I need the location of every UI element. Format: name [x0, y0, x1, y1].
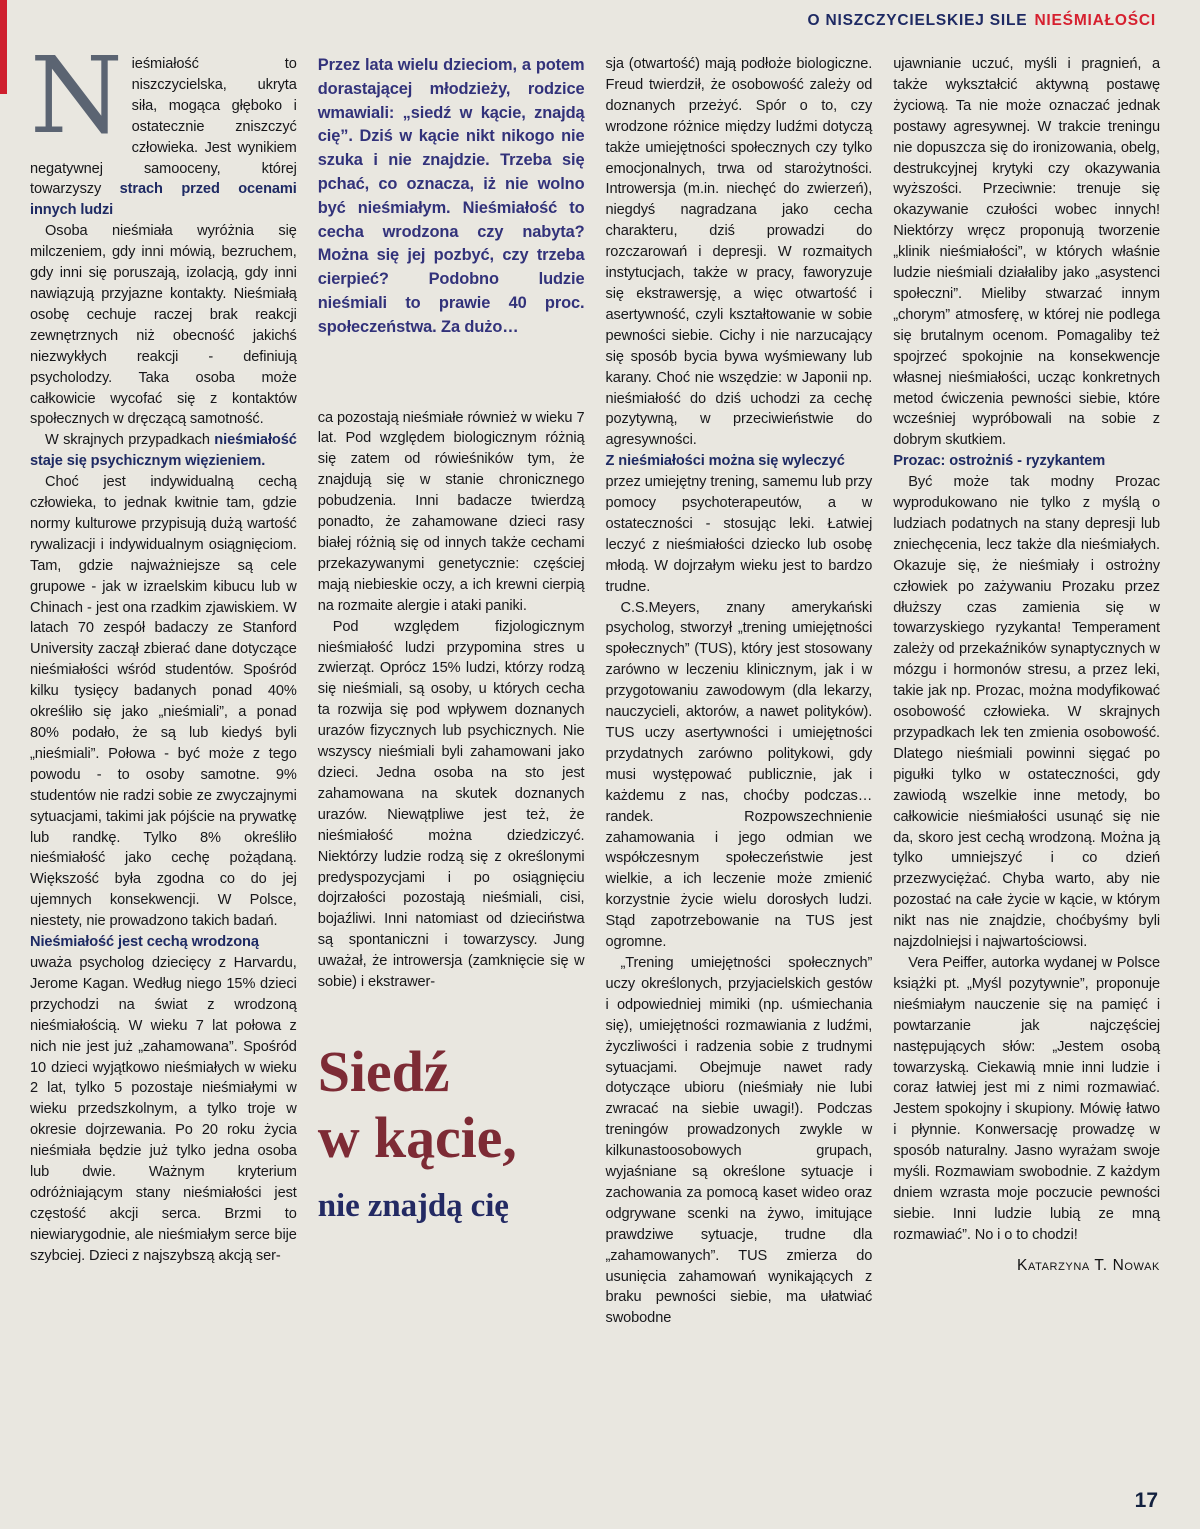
paragraph-text: Osoba nieśmiała wyróżnia się milczeniem, gdy inni mówią, bezruchem, gdy inni się poruszają, izolacją, gdy inni nawiązują przyjazne kontakty. Nieśmiałą osobę cechuje raczej brak reakcji zewnętrznych niż obecność jakichś niezwykłych reakcji - definiują psycholodzy. Taka osoba może całkowicie wycofać się z kontaktów społecznych w dręczącą samotność. [30, 223, 297, 428]
drop-cap: N [30, 34, 123, 157]
section-subhead: Z nieśmiałości można się wyleczyć [605, 453, 845, 470]
column-3 [606, 54, 873, 1329]
inline-bold-phrase: nieśmiałość staje się psychicznym więzieniem. [30, 432, 297, 470]
paragraph-text: ca pozostają nieśmiałe również w wieku 7 lat. Pod względem biologicznym różnią się zatem od rówieśników tym, że znajdują się w stanie chronicznego pobudzenia. Inni badacze twierdzą ponadto, że zahamowane dzieci rasy białej różnią się od innych także cechami przekazywanymi genetycznie: częściej mają niebieskie oczy, a ich krewni cierpią na rozmaite alergie i ataki paniki. [317, 409, 585, 614]
paragraph-text: „Trening umiejętności społecznych” uczy określonych, przyjacielskich gestów i odpowiedniej mimiki (np. uśmiechania się), umiejętności rozmawiania z ludźmi, życzliwości i radzenia sobie z trudnymi sytuacjami. Obejmuje nawet rady dotyczące ubioru (nieśmiały nie lubi zwracać na siebie uwagi!). Podczas treningów prowadzonych zwykle w kilkunastoosobowych grupach, wyjaśniane są określone sytuacje i zachowania za pomocą kaset wideo oraz odgrywane scenki na żywo, imitujące prawdziwe sytuacje, trudne dla „zahamowanych”. TUS zmierza do usunięcia zahamowań wynikających z braku pewności siebie, ma ułatwiać swobodne [605, 954, 873, 1327]
paragraph [893, 54, 1160, 451]
section-subhead: Nieśmiałość jest cechą wrodzoną [30, 934, 259, 951]
paragraph [318, 408, 585, 617]
paragraph [30, 953, 297, 1267]
paragraph-text: Pod względem fizjologicznym nieśmiałość ludzi przypomina stres u zwierząt. Oprócz 15% ludzi, którzy rodzą się nieśmiali, są osoby, u których cecha ta rozwija się pod wpływem doznanych urazów fizycznych lub psychicznych. Nie wszyscy nieśmiali byli zahamowani jako dzieci. Jedna osoba na sto jest zahamowana na skutek doznanych urazów. Niewątpliwe jest też, że nieśmiałość można dziedziczyć. Niektórzy ludzie rodzą się z określonymi predyspozycjami i po osiągnięciu dojrzałości pozostają nieśmiali, cisi, bojaźliwi. Inni natomiast od dzieciństwa są spontaniczni i towarzyscy. Jung uważał, że introwersja (zamknięcie się w sobie) i ekstrawer- [317, 618, 585, 991]
running-head-accent: NIEŚMIAŁOŚCI [1034, 12, 1156, 29]
pull-headline [318, 1039, 585, 1225]
paragraph [30, 34, 297, 221]
section-subhead: Prozac: ostrożniś - ryzykantem [893, 453, 1106, 470]
headline-line-2: w kącie, [317, 1104, 517, 1170]
headline-line-3: nie znajdą cię [317, 1187, 509, 1224]
paragraph [30, 430, 297, 472]
paragraph-text: sja (otwartość) mają podłoże biologiczne. Freud twierdził, że osobowość zależy od doznanych przeżyć. Spór o to, czy wrodzone różnice między ludźmi dotyczą także umiejętności społecznych czy tylko emocjonalnych, trwa od starożytności. Introwersja (m.in. niechęć do zwierzeń), niegdyś nagradzana jako cecha charakteru, dziś prowadzi do rozczarowań i depresji. W rozmaitych instytucjach, także w pracy, faworyzuje się ekstrawersję, a więc otwartość i asertywność, czyli kształtowanie w sobie pewności siebie. Cichy i nie narzucający się sposób bycia bywa wyśmiewany lub karany. Choć nie wszędzie: w Japonii np. nieśmiałość do dziś uchodzi za cechę pozytywną, w przeciwieństwie do agresywności. [605, 56, 873, 449]
author-byline: Katarzyna T. Nowak [1017, 1256, 1160, 1274]
paragraph [606, 54, 873, 451]
paragraph-text: Być może tak modny Prozac wyprodukowano nie tylko z myślą o ludziach podatnych na stany depresji lub zniechęcenia, lecz także dla nieśmiałych. Okazuje się, że nieśmiały i ostrożny człowiek po zażywaniu Prozaku przez dłuższy czas zamienia się w towarzyskiego ryzykanta! Temperament zależy od przekaźników synaptycznych w mózgu i hormonów stresu, a przez leki, takie jak np. Prozac, można modyfikować osobowość człowieka. W skrajnych przypadkach lek ten zmienia osobowość. Dlatego nieśmiali powinni sięgać po pigułki tylko w ostateczności, gdy zawiodą wszelkie inne metody, bo całkowicie nieśmiałości usunąć się nie da, skoro jest cechą wrodzoną. Można ją tylko umniejszyć i co dzień przezwyciężać. Chyba warto, aby nie pozostać na całe życie w kącie, w którym nikt nas nie znajdzie, choćbyśmy byli najzdolniejsi i najwartościowsi. [893, 474, 1160, 951]
paragraph [893, 472, 1160, 953]
paragraph-text: C.S.Meyers, znany amerykański psycholog, stworzył „trening umiejętności społecznych” (TUS), który jest stosowany zarówno w leczeniu klinicznym, jak i w przygotowaniu zawodowym (dla lekarzy, nauczycieli, aktorów, a nawet polityków). TUS uczy asertywności i umiejętności przydatnych zarówno politykowi, gdy musi występować publicznie, jak i każdemu z nas, choćby podczas… randek. Rozpowszechnienie zahamowania i jego odmian we współczesnym społeczeństwie jest wielkie, a ich leczenie może zmienić korzystnie życie wielu dorosłych ludzi. Stąd zapotrzebowanie na TUS jest ogromne. [605, 599, 873, 951]
paragraph [893, 953, 1160, 1246]
column-2 [318, 54, 585, 1329]
paragraph-text: W skrajnych przypadkach [45, 432, 210, 449]
column-4 [893, 54, 1160, 1329]
page-number: 17 [1134, 1489, 1158, 1512]
page-edge-mark [0, 0, 7, 94]
inline-bold-phrase: strach przed ocenami innych ludzi [30, 181, 297, 219]
paragraph [30, 472, 297, 932]
paragraph-text: uważa psycholog dziecięcy z Harvardu, Jerome Kagan. Według niego 15% dzieci przychodzi na świat z wrodzoną nieśmiałością. W wieku 7 lat połowa z nich nie jest już „zahamowana”. Spośród 10 dzieci wyjątkowo nieśmiałych w wieku 2 lat, tylko 5 pozostaje nieśmiałymi w wieku przedszkolnym, a tylko troje w okresie dojrzewania. Po 20 roku życia nieśmiała będzie już tylko jedna osoba lub dwie. Ważnym kryterium odróżniającym stany nieśmiałości jest częstość akcji serca. Brzmi to niewiarygodnie, ale nieśmiałym serce bije szybciej. Dzieci z najszybszą akcją ser- [30, 954, 297, 1264]
paragraph-text: Vera Peiffer, autorka wydanej w Polsce książki pt. „Myśl pozytywnie”, proponuje nieśmiałym nauczenie się na pamięć i powtarzanie jak najczęściej następujących słów: „Jestem osobą towarzyską. Ciekawią mnie inni ludzie i coraz łatwiej jest mi z nimi rozmawiać. Jestem spokojny i skupiony. Mówię łatwo i płynnie. Konwersację prowadzę w sposób naturalny. Jasno wyrażam swoje myśli. Rozmawiam swobodnie. Z każdym dniem wzrasta moje poczucie pewności siebie. Inni ludzie lubią ze mną rozmawiać”. No i o to chodzi! [893, 954, 1160, 1243]
paragraph [318, 617, 585, 993]
running-head-text: O NISZCZYCIELSKIEJ SILE [807, 12, 1028, 29]
paragraph-text: ujawnianie uczuć, myśli i pragnień, a także wykształcić aktywną postawę życiową. Ta nie może oznaczać jednak postawy agresywnej. W trakcie treningu nie dopuszcza się do ironizowania, obelg, destrukcyjnej krytyki czy okazywania wyższości. Przeciwnie: trenuje się okazywanie czułości wobec innych! Niektórzy wręcz proponują tworzenie „klinik nieśmiałości”, w których właśnie ludzie nieśmiali działaliby jako „asystenci społeczni”. Mieliby stwarzać innym „chorym” atmosferę, w której nie podlega się brutalnym ocenom. Pomagaliby też spojrzeć spokojnie na konsekwencje własnej nieśmiałości, ucząc konkretnych metod ćwiczenia pewności siebie, które wcześniej wypróbowali na sobie z dobrym skutkiem. [893, 56, 1160, 449]
column-1 [30, 34, 297, 1329]
paragraph-text: przez umiejętny trening, samemu lub przy pomocy psychoterapeutów, a w ostateczności - stosując leki. Łatwiej leczyć z nieśmiałości dziecko lub osobę młodą. W dojrzałym wieku jest to bardzo trudne. [605, 474, 873, 595]
paragraph [606, 598, 873, 953]
lead-paragraph: Przez lata wielu dzieciom, a potem dorastającej młodzieży, rodzice wmawiali: „siedź w kącie, znajdą cię”. Dziś w kącie nikt nikogo nie szuka i nie znajdzie. Trzeba się pchać, co oznacza, iż nie wolno być nieśmiałym. Nieśmiałość to cecha wrodzona czy nabyta? Można się jej pozbyć, czy trzeba cierpieć? Podobno ludzie nieśmiali to prawie 40 proc. społeczeństwa. Za dużo… [317, 56, 585, 336]
headline-line-1: Siedź [317, 1038, 450, 1104]
paragraph-text: ieśmiałość to niszczycielska, ukryta siła, mogąca głęboko i ostatecznie zniszczyć człowieka. Jest wynikiem negatywnej samooceny, której towarzyszy [30, 56, 297, 198]
paragraph-text: Choć jest indywidualną cechą człowieka, to jednak kwitnie tam, gdzie normy kulturowe przypisują dużą wartość rywalizacji i indywidualnym osiągnięciom. Tam, gdzie najważniejsze są cele grupowe - jak w izraelskim kibucu lub w Chinach - jest ona rzadkim zjawiskiem. W latach 70 zespół badaczy ze Stanford University zaczął zbierać dane dotyczące nieśmiałości wśród studentów. Spośród kilku tysięcy badanych ponad 40% określiło się jako „nieśmiali”, a ponad 80% podało, że są lub kiedyś byli „nieśmiali”. Połowa - być może z tego powodu - to osoby samotne. 9% studentów nie radzi sobie ze zwyczajnymi sytuacjami, takimi jak pójście na prywatkę lub randkę. Tylko 8% określiło nieśmiałość jako cechę pożądaną. Większość była zgodna co do jej ujemnych konsekwencji. W Polsce, niestety, nie prowadzono takich badań. [30, 474, 297, 930]
paragraph [30, 221, 297, 430]
running-head [808, 12, 1157, 30]
paragraph [606, 472, 873, 597]
paragraph [606, 953, 873, 1329]
article-body [30, 34, 1160, 1329]
